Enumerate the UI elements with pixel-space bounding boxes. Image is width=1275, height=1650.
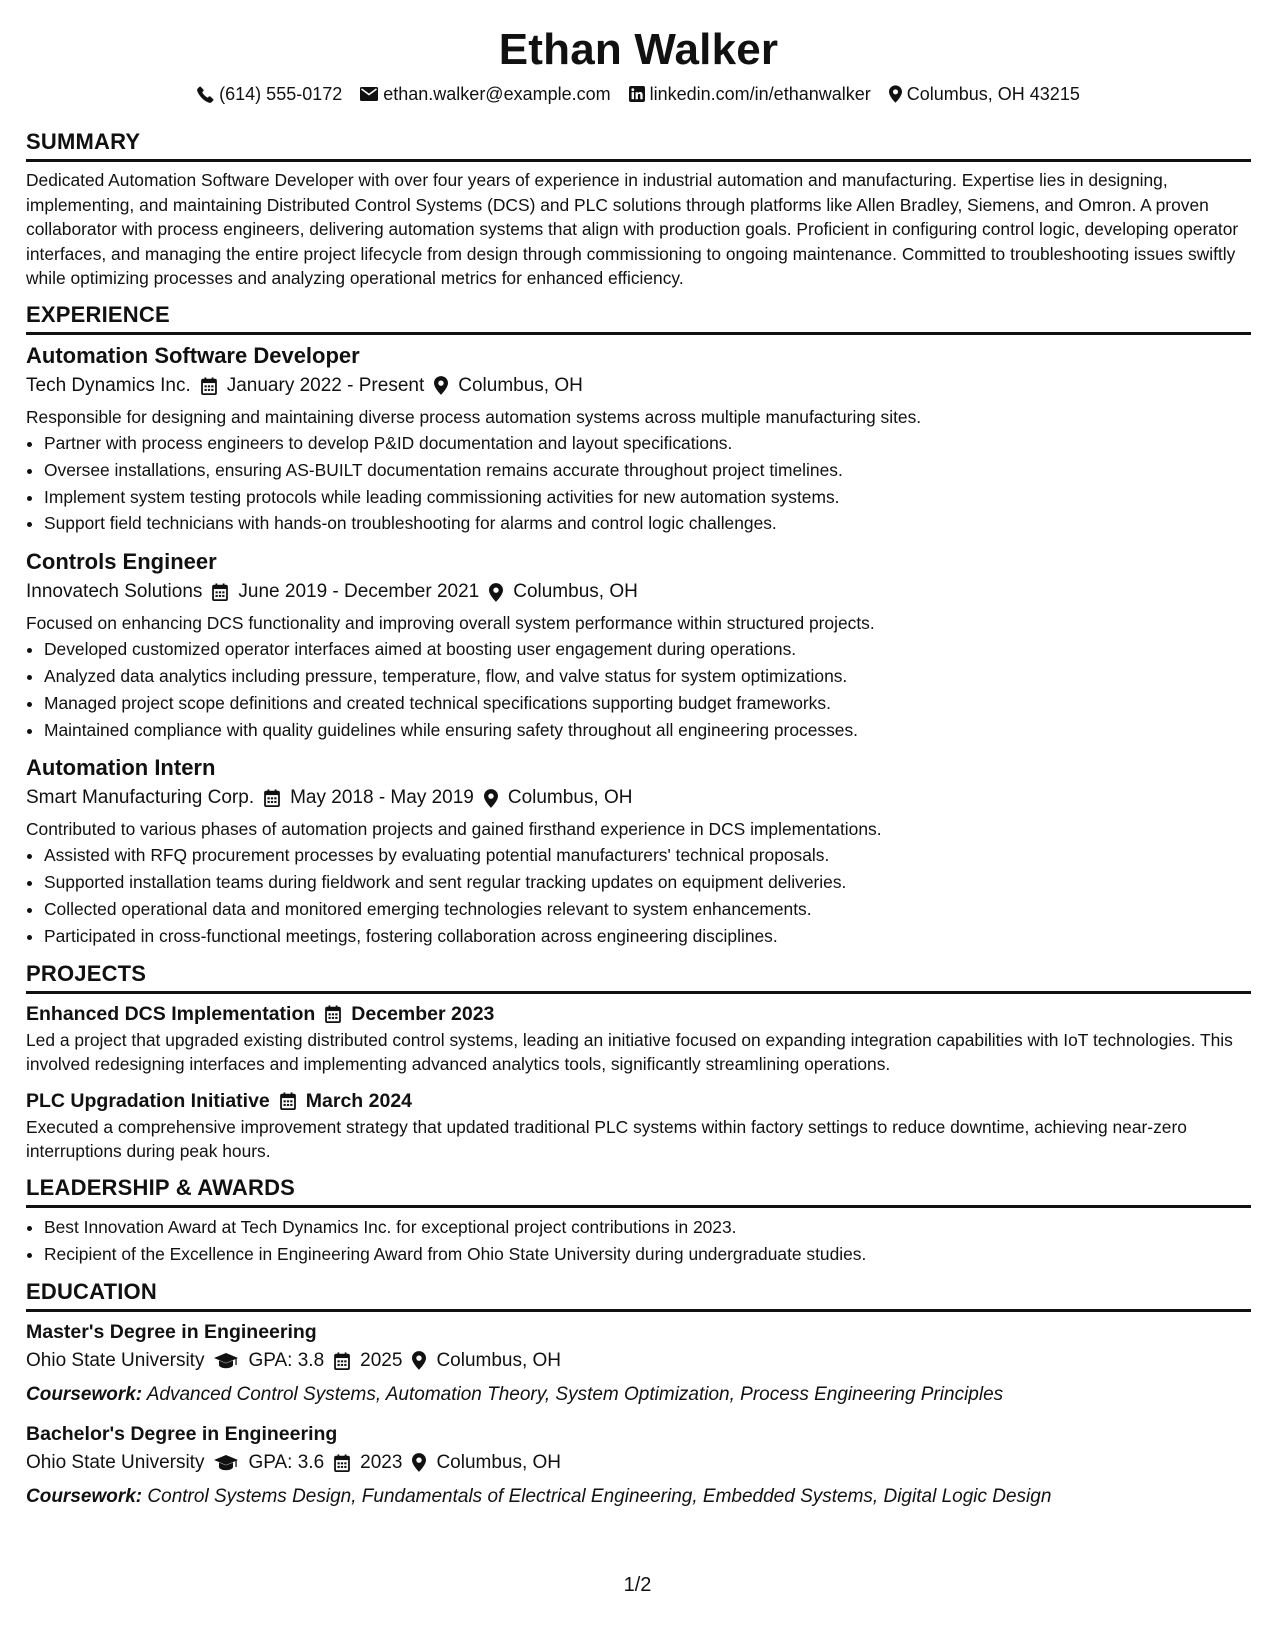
gpa-text: GPA: 3.6 bbox=[248, 1451, 325, 1473]
job-entry bbox=[26, 341, 1251, 537]
job-dates: May 2018 - May 2019 bbox=[290, 787, 474, 809]
summary-section bbox=[26, 128, 1251, 291]
map-marker-icon bbox=[889, 85, 902, 103]
school-name: Ohio State University bbox=[26, 1349, 205, 1371]
linkedin-icon bbox=[629, 86, 645, 102]
list-item: • Developed customized operator interfaces aimed at boosting user engagement during operations. bbox=[44, 636, 1251, 663]
map-marker-icon bbox=[412, 1351, 426, 1370]
list-item: • Supported installation teams during fieldwork and sent regular tracking updates on equipment deliveries. bbox=[44, 869, 1251, 896]
job-bullets bbox=[26, 636, 1251, 743]
calendar-icon bbox=[325, 1005, 341, 1023]
list-item: • Recipient of the Excellence in Engineering Award from Ohio State University during undergraduate studies. bbox=[44, 1241, 1251, 1268]
coursework bbox=[26, 1380, 1251, 1410]
company-name: Innovatech Solutions bbox=[26, 581, 203, 603]
experience-section bbox=[26, 301, 1251, 950]
education-section bbox=[26, 1278, 1251, 1512]
education-meta bbox=[26, 1346, 1251, 1376]
summary-heading: SUMMARY bbox=[26, 128, 1251, 162]
list-item: • Analyzed data analytics including pressure, temperature, flow, and valve status for system optimizations. bbox=[44, 663, 1251, 690]
project-date: March 2024 bbox=[305, 1089, 413, 1112]
list-item: • Managed project scope definitions and created technical specifications supporting budget frameworks. bbox=[44, 690, 1251, 717]
list-item: • Oversee installations, ensuring AS-BUILT documentation remains accurate throughout project timelines. bbox=[44, 457, 1251, 484]
leadership-section bbox=[26, 1174, 1251, 1268]
phone-text: (614) 555-0172 bbox=[219, 84, 343, 104]
phone-icon bbox=[197, 86, 214, 103]
calendar-icon bbox=[212, 583, 228, 601]
gpa-text: GPA: 3.8 bbox=[248, 1349, 325, 1371]
project-name: PLC Upgradation Initiative bbox=[26, 1089, 270, 1112]
job-title: Automation Software Developer bbox=[26, 342, 360, 368]
calendar-icon bbox=[280, 1092, 296, 1110]
education-meta bbox=[26, 1448, 1251, 1478]
contact-phone bbox=[197, 82, 342, 106]
projects-section bbox=[26, 960, 1251, 1164]
project-description: Executed a comprehensive improvement strategy that updated traditional PLC systems within factory settings to reduce downtime, achieving near-zero interruptions during peak hours. bbox=[26, 1116, 1187, 1162]
school-location: Columbus, OH bbox=[436, 1349, 562, 1371]
job-dates: June 2019 - December 2021 bbox=[238, 581, 480, 603]
list-item: • Implement system testing protocols while leading commissioning activities for new automation systems. bbox=[44, 484, 1251, 511]
job-location: Columbus, OH bbox=[507, 787, 633, 809]
calendar-icon bbox=[334, 1352, 350, 1370]
envelope-icon bbox=[360, 87, 378, 101]
job-title: Automation Intern bbox=[26, 755, 216, 781]
project-description: Led a project that upgraded existing distributed control systems, leading an initiative focused on expanding integration capabilities with IoT technologies. This involved redesigning interfaces and implementing advanced analytics tools, significantly streamlining operations. bbox=[26, 1029, 1233, 1075]
calendar-icon bbox=[201, 377, 217, 395]
contact-linkedin[interactable] bbox=[629, 82, 871, 106]
candidate-name: Ethan Walker bbox=[498, 25, 779, 74]
job-bullets bbox=[26, 842, 1251, 949]
map-marker-icon bbox=[489, 583, 503, 602]
email-link[interactable]: ethan.walker@example.com bbox=[383, 84, 611, 104]
list-item: • Collected operational data and monitored emerging technologies relevant to system enhancements. bbox=[44, 896, 1251, 923]
degree-title: Master's Degree in Engineering bbox=[26, 1320, 317, 1343]
list-item: • Best Innovation Award at Tech Dynamics Inc. for exceptional project contributions in 2023. bbox=[44, 1214, 1251, 1241]
job-description: Contributed to various phases of automation projects and gained firsthand experience in DCS implementations. bbox=[26, 819, 882, 840]
coursework-list: Control Systems Design, Fundamentals of Electrical Engineering, Embedded Systems, Digital Logic Design bbox=[147, 1485, 1052, 1507]
linkedin-link[interactable]: linkedin.com/in/ethanwalker bbox=[649, 84, 871, 104]
degree-title: Bachelor's Degree in Engineering bbox=[26, 1422, 338, 1445]
contact-bar bbox=[26, 82, 1251, 106]
coursework-list: Advanced Control Systems, Automation Theory, System Optimization, Process Engineering Principles bbox=[146, 1383, 1004, 1405]
job-dates: January 2022 - Present bbox=[226, 374, 425, 396]
calendar-icon bbox=[334, 1454, 350, 1472]
project-header bbox=[26, 1000, 1251, 1028]
job-description: Responsible for designing and maintaining diverse process automation systems across multiple manufacturing sites. bbox=[26, 406, 922, 427]
project-header bbox=[26, 1087, 1251, 1115]
job-entry bbox=[26, 547, 1251, 743]
location-text: Columbus, OH 43215 bbox=[906, 84, 1080, 104]
graduation-year: 2023 bbox=[360, 1451, 403, 1473]
job-entry bbox=[26, 753, 1251, 949]
job-meta bbox=[26, 783, 1251, 813]
coursework-label: Coursework: bbox=[26, 1485, 143, 1507]
list-item: • Maintained compliance with quality guidelines while ensuring safety throughout all engineering processes. bbox=[44, 717, 1251, 744]
coursework-label: Coursework: bbox=[26, 1383, 143, 1405]
company-name: Smart Manufacturing Corp. bbox=[26, 787, 255, 809]
graduation-cap-icon bbox=[214, 1455, 238, 1471]
map-marker-icon bbox=[412, 1453, 426, 1472]
projects-heading: PROJECTS bbox=[26, 960, 1251, 994]
graduation-cap-icon bbox=[214, 1353, 238, 1369]
education-heading: EDUCATION bbox=[26, 1278, 1251, 1312]
coursework bbox=[26, 1482, 1251, 1512]
job-meta bbox=[26, 371, 1251, 401]
list-item: • Support field technicians with hands-on troubleshooting for alarms and control logic challenges. bbox=[44, 510, 1251, 537]
school-location: Columbus, OH bbox=[436, 1451, 562, 1473]
page-number: 1/2 bbox=[623, 1574, 652, 1596]
job-location: Columbus, OH bbox=[458, 374, 583, 396]
job-bullets bbox=[26, 430, 1251, 537]
list-item: • Assisted with RFQ procurement processes by evaluating potential manufacturers' technical proposals. bbox=[44, 842, 1251, 869]
school-name: Ohio State University bbox=[26, 1451, 205, 1473]
resume-page bbox=[26, 22, 1251, 1522]
map-marker-icon bbox=[484, 789, 498, 808]
contact-email[interactable] bbox=[360, 82, 610, 106]
contact-location bbox=[889, 82, 1080, 106]
graduation-year: 2025 bbox=[360, 1349, 403, 1371]
job-description: Focused on enhancing DCS functionality and improving overall system performance within structured projects. bbox=[26, 613, 875, 634]
job-meta bbox=[26, 577, 1251, 607]
list-item: • Partner with process engineers to develop P&ID documentation and layout specifications. bbox=[44, 430, 1251, 457]
calendar-icon bbox=[264, 789, 280, 807]
job-location: Columbus, OH bbox=[513, 581, 638, 603]
project-name: Enhanced DCS Implementation bbox=[26, 1002, 316, 1025]
summary-text: Dedicated Automation Software Developer with over four years of experience in industrial automation and manufacturing. Expertise lies in designing, implementing, and maintaining Distributed Control Systems (DCS) and PLC solutions through platforms like Allen Bradley, Siemens, and Omron. A proven collaborator with process engineers, delivering automation systems that align with production goals. Proficient in configuring control logic, developing operator interfaces, and managing the entire project lifecycle from design through commissioning to ongoing maintenance. Committed to troubleshooting issues swiftly while optimizing processes and analyzing operational metrics for enhanced efficiency. bbox=[26, 170, 1239, 289]
leadership-heading: LEADERSHIP & AWARDS bbox=[26, 1174, 1251, 1208]
experience-heading: EXPERIENCE bbox=[26, 301, 1251, 335]
company-name: Tech Dynamics Inc. bbox=[26, 374, 191, 396]
awards-list bbox=[26, 1214, 1251, 1268]
project-date: December 2023 bbox=[351, 1002, 495, 1025]
list-item: • Participated in cross-functional meetings, fostering collaboration across engineering disciplines. bbox=[44, 923, 1251, 950]
job-title: Controls Engineer bbox=[26, 549, 217, 575]
map-marker-icon bbox=[434, 376, 448, 395]
